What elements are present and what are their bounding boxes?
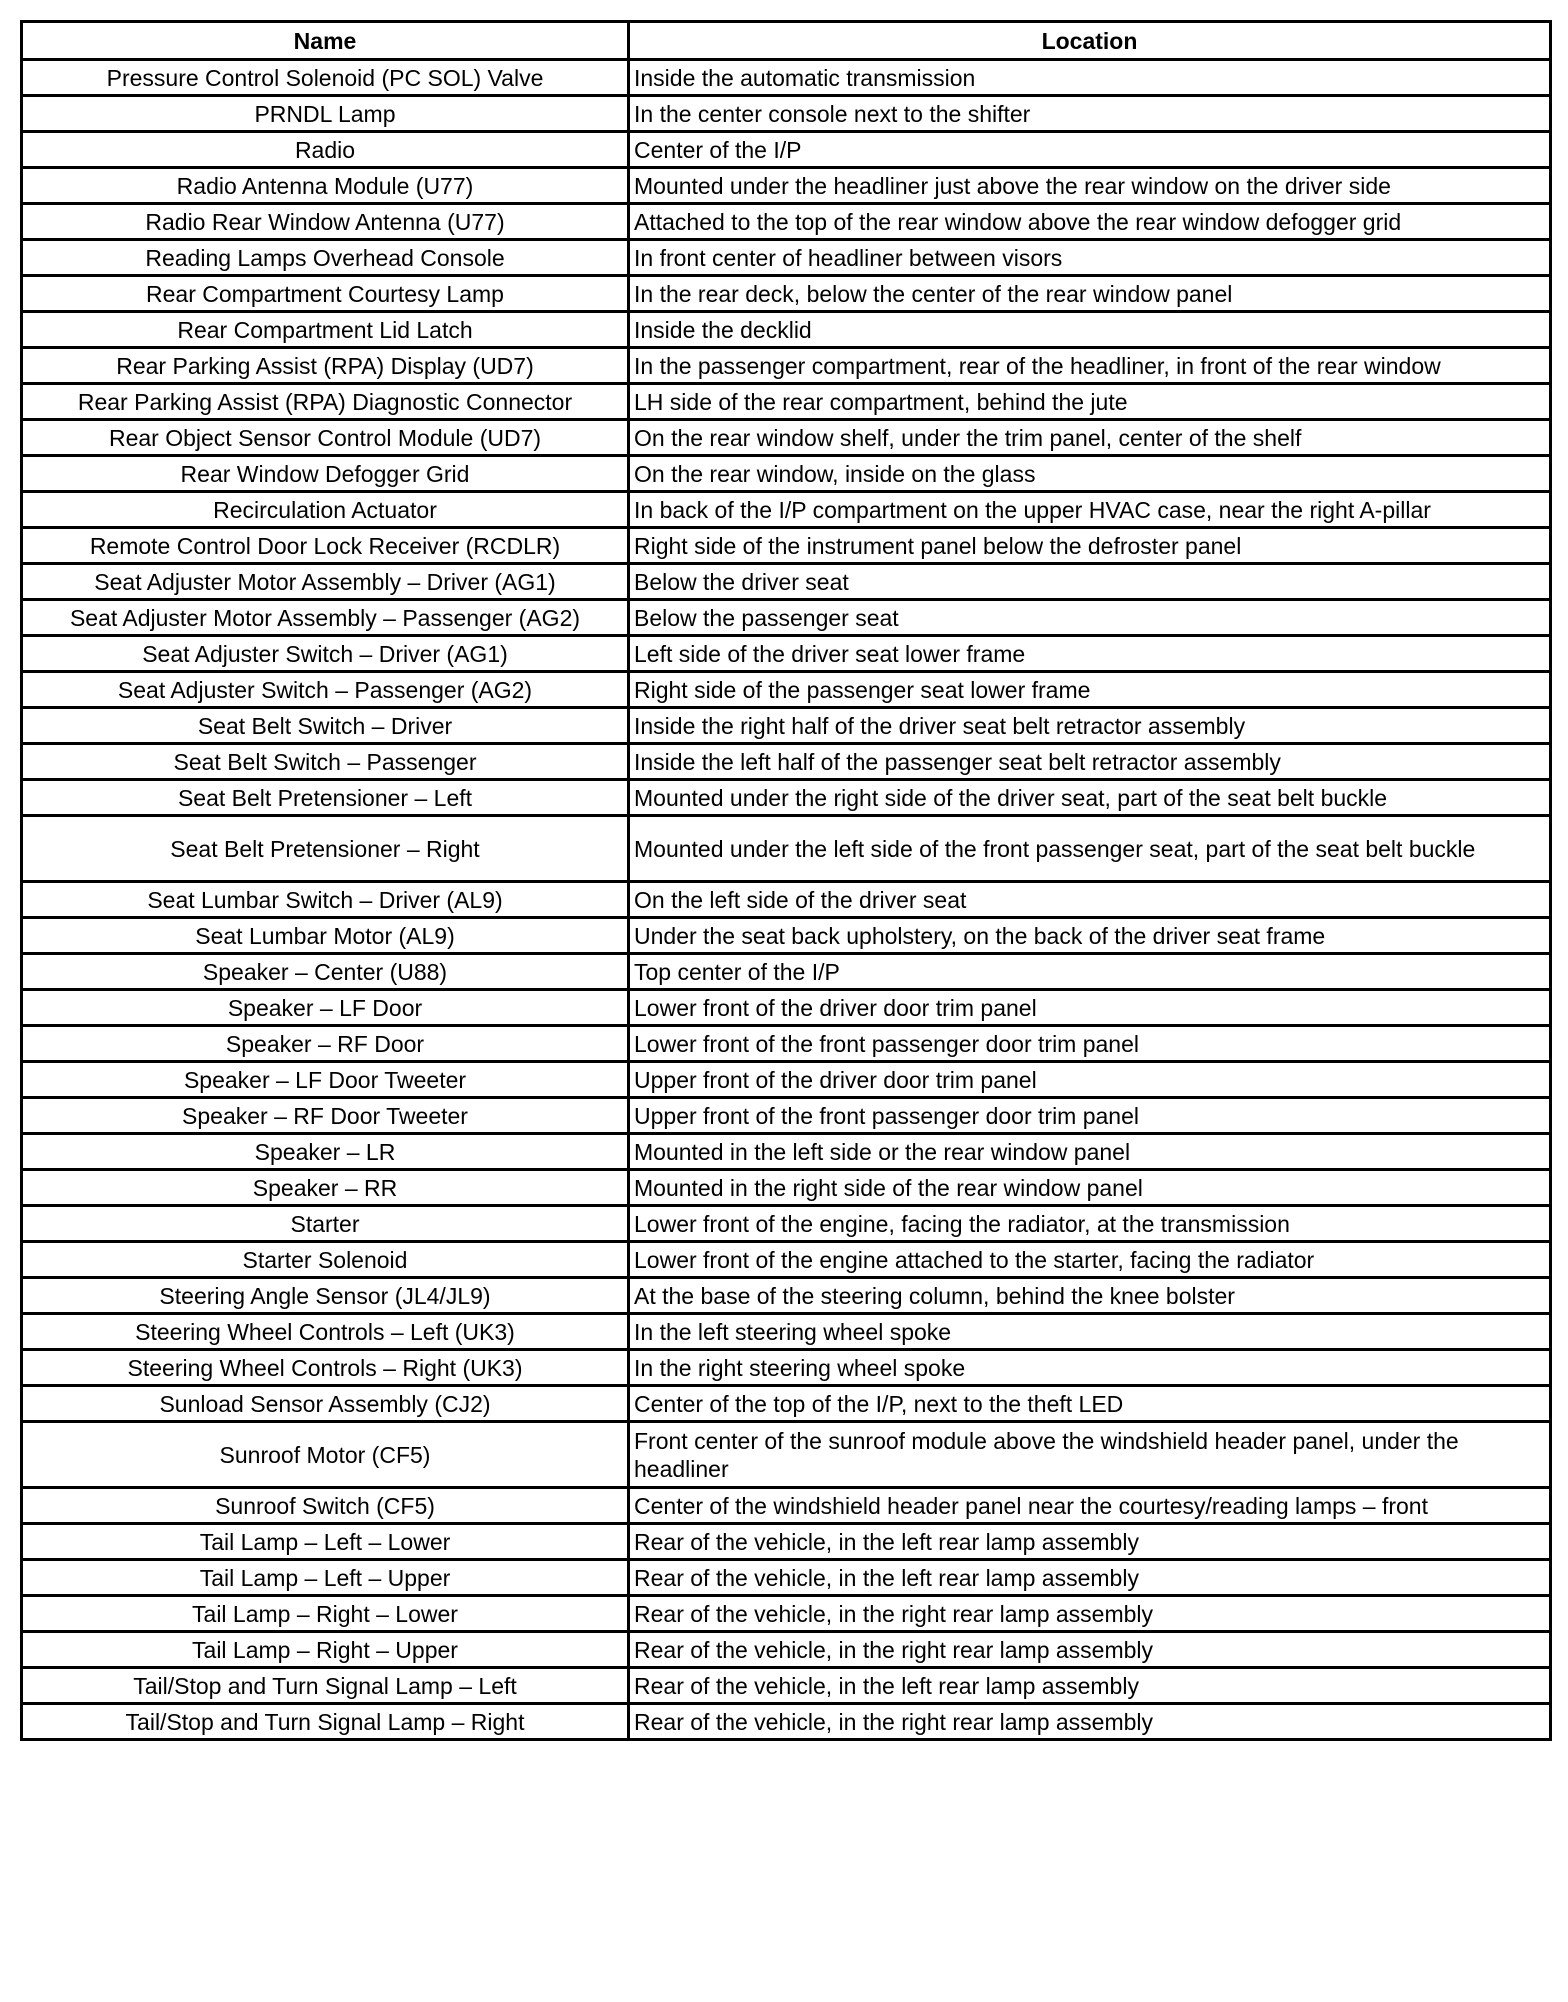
component-name-cell: Steering Wheel Controls – Left (UK3): [22, 1314, 629, 1350]
table-row: [22, 1422, 1551, 1488]
component-location-cell: Inside the left half of the passenger seat belt retractor assembly: [629, 744, 1551, 780]
component-name-cell: Speaker – Center (U88): [22, 954, 629, 990]
component-location-cell: Front center of the sunroof module above the windshield header panel, under the headliner: [629, 1422, 1551, 1488]
table-row: [22, 456, 1551, 492]
table-row: [22, 1632, 1551, 1668]
component-location-table: [20, 20, 1552, 1741]
component-location-cell: In back of the I/P compartment on the upper HVAC case, near the right A-pillar: [629, 492, 1551, 528]
component-location-cell: In the rear deck, below the center of the rear window panel: [629, 276, 1551, 312]
component-location-cell: Rear of the vehicle, in the left rear lamp assembly: [629, 1524, 1551, 1560]
component-name-cell: Sunload Sensor Assembly (CJ2): [22, 1386, 629, 1422]
component-location-cell: In front center of headliner between visors: [629, 240, 1551, 276]
component-name-cell: Radio: [22, 132, 629, 168]
component-name-cell: Seat Adjuster Switch – Passenger (AG2): [22, 672, 629, 708]
table-row: [22, 954, 1551, 990]
component-name-cell: Recirculation Actuator: [22, 492, 629, 528]
component-location-cell: Lower front of the engine, facing the radiator, at the transmission: [629, 1206, 1551, 1242]
component-name-cell: Sunroof Motor (CF5): [22, 1422, 629, 1488]
component-location-cell: Mounted under the headliner just above the rear window on the driver side: [629, 168, 1551, 204]
component-name-cell: Rear Compartment Lid Latch: [22, 312, 629, 348]
table-row: [22, 1278, 1551, 1314]
component-location-cell: Inside the automatic transmission: [629, 60, 1551, 96]
table-row: [22, 564, 1551, 600]
component-location-cell: Right side of the instrument panel below the defroster panel: [629, 528, 1551, 564]
location-column-header: Location: [629, 22, 1551, 60]
component-location-cell: Top center of the I/P: [629, 954, 1551, 990]
table-row: [22, 1062, 1551, 1098]
table-row: [22, 1488, 1551, 1524]
table-row: [22, 1134, 1551, 1170]
table-row: [22, 1206, 1551, 1242]
component-name-cell: Seat Lumbar Motor (AL9): [22, 918, 629, 954]
component-name-cell: Tail/Stop and Turn Signal Lamp – Right: [22, 1704, 629, 1740]
component-location-cell: Inside the right half of the driver seat belt retractor assembly: [629, 708, 1551, 744]
table-row: [22, 1386, 1551, 1422]
table-row: [22, 204, 1551, 240]
component-name-cell: Reading Lamps Overhead Console: [22, 240, 629, 276]
component-name-cell: Seat Belt Switch – Passenger: [22, 744, 629, 780]
table-row: [22, 1596, 1551, 1632]
table-row: [22, 384, 1551, 420]
table-row: [22, 1704, 1551, 1740]
component-location-cell: In the left steering wheel spoke: [629, 1314, 1551, 1350]
table-row: [22, 918, 1551, 954]
component-name-cell: Tail Lamp – Left – Upper: [22, 1560, 629, 1596]
component-name-cell: Radio Antenna Module (U77): [22, 168, 629, 204]
component-location-cell: Left side of the driver seat lower frame: [629, 636, 1551, 672]
table-row: [22, 708, 1551, 744]
component-location-cell: Mounted under the right side of the driver seat, part of the seat belt buckle: [629, 780, 1551, 816]
component-name-cell: Tail Lamp – Right – Upper: [22, 1632, 629, 1668]
component-location-cell: In the passenger compartment, rear of the headliner, in front of the rear window: [629, 348, 1551, 384]
table-row: [22, 990, 1551, 1026]
component-location-cell: Center of the windshield header panel near the courtesy/reading lamps – front: [629, 1488, 1551, 1524]
component-location-cell: On the left side of the driver seat: [629, 882, 1551, 918]
component-location-cell: Rear of the vehicle, in the right rear lamp assembly: [629, 1632, 1551, 1668]
table-row: [22, 1170, 1551, 1206]
component-name-cell: Seat Adjuster Motor Assembly – Passenger (AG2): [22, 600, 629, 636]
name-column-header: Name: [22, 22, 629, 60]
component-location-cell: In the center console next to the shifter: [629, 96, 1551, 132]
component-name-cell: Rear Compartment Courtesy Lamp: [22, 276, 629, 312]
table-row: [22, 96, 1551, 132]
component-location-cell: Below the driver seat: [629, 564, 1551, 600]
component-location-cell: Lower front of the engine attached to the starter, facing the radiator: [629, 1242, 1551, 1278]
table-row: [22, 528, 1551, 564]
table-row: [22, 1668, 1551, 1704]
component-name-cell: Starter Solenoid: [22, 1242, 629, 1278]
component-location-cell: Under the seat back upholstery, on the back of the driver seat frame: [629, 918, 1551, 954]
component-location-cell: Mounted in the right side of the rear window panel: [629, 1170, 1551, 1206]
component-location-cell: Lower front of the front passenger door trim panel: [629, 1026, 1551, 1062]
component-name-cell: Speaker – LF Door Tweeter: [22, 1062, 629, 1098]
table-row: [22, 240, 1551, 276]
component-name-cell: Starter: [22, 1206, 629, 1242]
component-location-cell: Rear of the vehicle, in the right rear lamp assembly: [629, 1704, 1551, 1740]
component-location-cell: Right side of the passenger seat lower frame: [629, 672, 1551, 708]
component-location-cell: Lower front of the driver door trim panel: [629, 990, 1551, 1026]
table-row: [22, 420, 1551, 456]
component-location-cell: In the right steering wheel spoke: [629, 1350, 1551, 1386]
table-header-row: [22, 22, 1551, 60]
table-row: [22, 1098, 1551, 1134]
component-name-cell: PRNDL Lamp: [22, 96, 629, 132]
table-row: [22, 132, 1551, 168]
component-name-cell: Radio Rear Window Antenna (U77): [22, 204, 629, 240]
component-name-cell: Rear Parking Assist (RPA) Diagnostic Connector: [22, 384, 629, 420]
component-name-cell: Tail Lamp – Right – Lower: [22, 1596, 629, 1632]
table-row: [22, 882, 1551, 918]
table-row: [22, 744, 1551, 780]
component-name-cell: Speaker – RF Door: [22, 1026, 629, 1062]
component-name-cell: Tail Lamp – Left – Lower: [22, 1524, 629, 1560]
component-location-cell: On the rear window shelf, under the trim panel, center of the shelf: [629, 420, 1551, 456]
table-row: [22, 1314, 1551, 1350]
component-name-cell: Seat Belt Pretensioner – Left: [22, 780, 629, 816]
component-location-cell: Center of the I/P: [629, 132, 1551, 168]
component-name-cell: Seat Belt Switch – Driver: [22, 708, 629, 744]
component-name-cell: Speaker – RR: [22, 1170, 629, 1206]
table-row: [22, 780, 1551, 816]
component-name-cell: Seat Belt Pretensioner – Right: [22, 816, 629, 882]
table-row: [22, 168, 1551, 204]
table-row: [22, 816, 1551, 882]
component-location-cell: Mounted in the left side or the rear window panel: [629, 1134, 1551, 1170]
component-name-cell: Pressure Control Solenoid (PC SOL) Valve: [22, 60, 629, 96]
table-row: [22, 312, 1551, 348]
table-row: [22, 1350, 1551, 1386]
table-row: [22, 348, 1551, 384]
component-location-cell: On the rear window, inside on the glass: [629, 456, 1551, 492]
component-name-cell: Rear Window Defogger Grid: [22, 456, 629, 492]
component-location-cell: Rear of the vehicle, in the right rear lamp assembly: [629, 1596, 1551, 1632]
component-location-cell: Upper front of the front passenger door trim panel: [629, 1098, 1551, 1134]
table-row: [22, 1524, 1551, 1560]
component-location-cell: Below the passenger seat: [629, 600, 1551, 636]
table-row: [22, 600, 1551, 636]
component-name-cell: Seat Lumbar Switch – Driver (AL9): [22, 882, 629, 918]
component-name-cell: Speaker – LR: [22, 1134, 629, 1170]
table-row: [22, 1026, 1551, 1062]
table-row: [22, 492, 1551, 528]
component-name-cell: Speaker – RF Door Tweeter: [22, 1098, 629, 1134]
component-location-cell: Rear of the vehicle, in the left rear lamp assembly: [629, 1560, 1551, 1596]
table-row: [22, 1560, 1551, 1596]
component-location-cell: Center of the top of the I/P, next to the theft LED: [629, 1386, 1551, 1422]
component-name-cell: Seat Adjuster Switch – Driver (AG1): [22, 636, 629, 672]
component-name-cell: Speaker – LF Door: [22, 990, 629, 1026]
component-name-cell: Tail/Stop and Turn Signal Lamp – Left: [22, 1668, 629, 1704]
table-row: [22, 60, 1551, 96]
component-name-cell: Remote Control Door Lock Receiver (RCDLR): [22, 528, 629, 564]
component-location-cell: Mounted under the left side of the front passenger seat, part of the seat belt buckle: [629, 816, 1551, 882]
table-row: [22, 672, 1551, 708]
component-name-cell: Rear Parking Assist (RPA) Display (UD7): [22, 348, 629, 384]
component-name-cell: Steering Angle Sensor (JL4/JL9): [22, 1278, 629, 1314]
table-body: [22, 60, 1551, 1740]
component-name-cell: Steering Wheel Controls – Right (UK3): [22, 1350, 629, 1386]
component-location-cell: LH side of the rear compartment, behind the jute: [629, 384, 1551, 420]
component-location-cell: Rear of the vehicle, in the left rear lamp assembly: [629, 1668, 1551, 1704]
component-location-cell: Upper front of the driver door trim panel: [629, 1062, 1551, 1098]
table-row: [22, 636, 1551, 672]
component-location-cell: Attached to the top of the rear window above the rear window defogger grid: [629, 204, 1551, 240]
table-row: [22, 276, 1551, 312]
component-location-cell: At the base of the steering column, behind the knee bolster: [629, 1278, 1551, 1314]
component-name-cell: Sunroof Switch (CF5): [22, 1488, 629, 1524]
component-name-cell: Seat Adjuster Motor Assembly – Driver (AG1): [22, 564, 629, 600]
component-name-cell: Rear Object Sensor Control Module (UD7): [22, 420, 629, 456]
component-location-cell: Inside the decklid: [629, 312, 1551, 348]
table-row: [22, 1242, 1551, 1278]
